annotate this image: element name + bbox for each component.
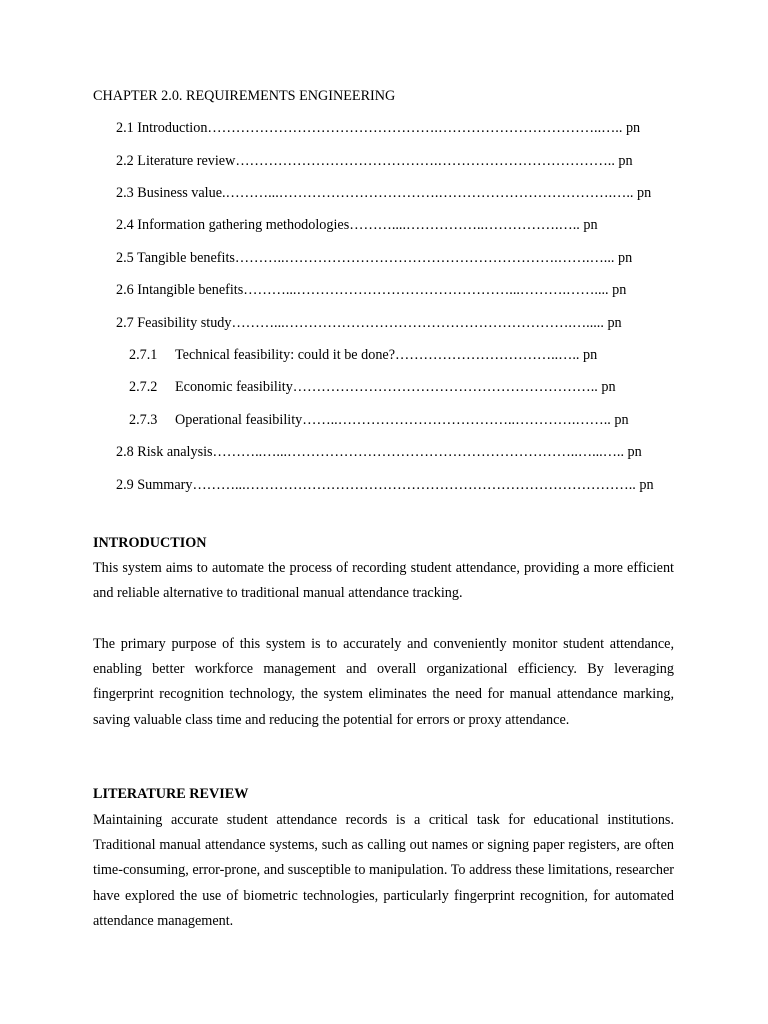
toc-entry-text: 2.5 Tangible benefits………..………………………………………………….…….…... pn [116, 250, 633, 266]
toc-entry-2-5[interactable] [116, 250, 632, 267]
toc-entry-text: Operational feasibility……..………………………………..………….…….. pn [175, 412, 629, 428]
toc-entry-2-6[interactable] [116, 282, 626, 299]
toc-entry-2-2[interactable] [116, 153, 633, 170]
toc-entry-2-8[interactable] [116, 444, 642, 461]
introduction-paragraph-1: This system aims to automate the process of recording student attendance, providing a more efficient and reliable alternative to traditional manual attendance tracking. [93, 560, 674, 602]
introduction-heading: INTRODUCTION [93, 535, 207, 551]
chapter-title: CHAPTER 2.0. REQUIREMENTS ENGINEERING [93, 88, 396, 104]
toc-entry-text: 2.2 Literature review…………………………………….……………………………….. pn [116, 153, 633, 169]
toc-entry-2-3[interactable] [116, 185, 651, 202]
toc-entry-2-4[interactable] [116, 217, 598, 234]
introduction-paragraph-2: The primary purpose of this system is to accurately and conveniently monitor student attendance, enabling better workforce management and overall organizational efficiency. By leveraging fingerprint recognition technology, the system eliminates the need for manual attendance marking, saving valuable class time and reducing the potential for errors or proxy attendance. [93, 636, 674, 728]
toc-entry-text: Economic feasibility……………………………………………………….. pn [175, 379, 616, 395]
literature-review-paragraph-1: Maintaining accurate student attendance records is a critical task for educational institutions. Traditional manual attendance systems, such as calling out names or signing paper registers, are often time-consuming, error-prone, and susceptible to manipulation. To address these limitations, researcher have explored the use of biometric technologies, particularly fingerprint recognition, for automated attendance management. [93, 812, 674, 929]
toc-entry-text: 2.6 Intangible benefits………...………………………………………...……….…….... pn [116, 282, 627, 298]
toc-entry-number: 2.7.3 [129, 412, 158, 428]
toc-entry-2-1[interactable] [116, 120, 640, 137]
toc-entry-2-7-2[interactable] [129, 379, 616, 396]
literature-review-heading: LITERATURE REVIEW [93, 786, 249, 802]
toc-entry-text: 2.8 Risk analysis………..…...……………………………………………………..…...….. pn [116, 444, 642, 460]
toc-entry-text: Technical feasibility: could it be done?……………………………..….. pn [175, 347, 598, 363]
toc-entry-text: 2.7 Feasibility study………...…………………………………………………….…..... pn [116, 315, 622, 331]
toc-entry-number: 2.7.2 [129, 379, 158, 395]
toc-entry-2-7-1[interactable] [129, 347, 597, 364]
toc-entry-text: 2.1 Introduction………………………………………….……………………………..….. pn [116, 120, 641, 136]
toc-entry-text: 2.3 Business value.………...…………………………….……………………………….….. pn [116, 185, 652, 201]
toc-entry-text: 2.4 Information gathering methodologies………....……………..…………….….. pn [116, 217, 598, 233]
toc-entry-2-9[interactable] [116, 477, 654, 494]
toc-entry-number: 2.7.1 [129, 347, 158, 363]
toc-entry-2-7[interactable] [116, 315, 622, 332]
toc-entry-2-7-3[interactable] [129, 412, 629, 429]
toc-entry-text: 2.9 Summary………...……………………………………………………………………….. pn [116, 477, 654, 493]
